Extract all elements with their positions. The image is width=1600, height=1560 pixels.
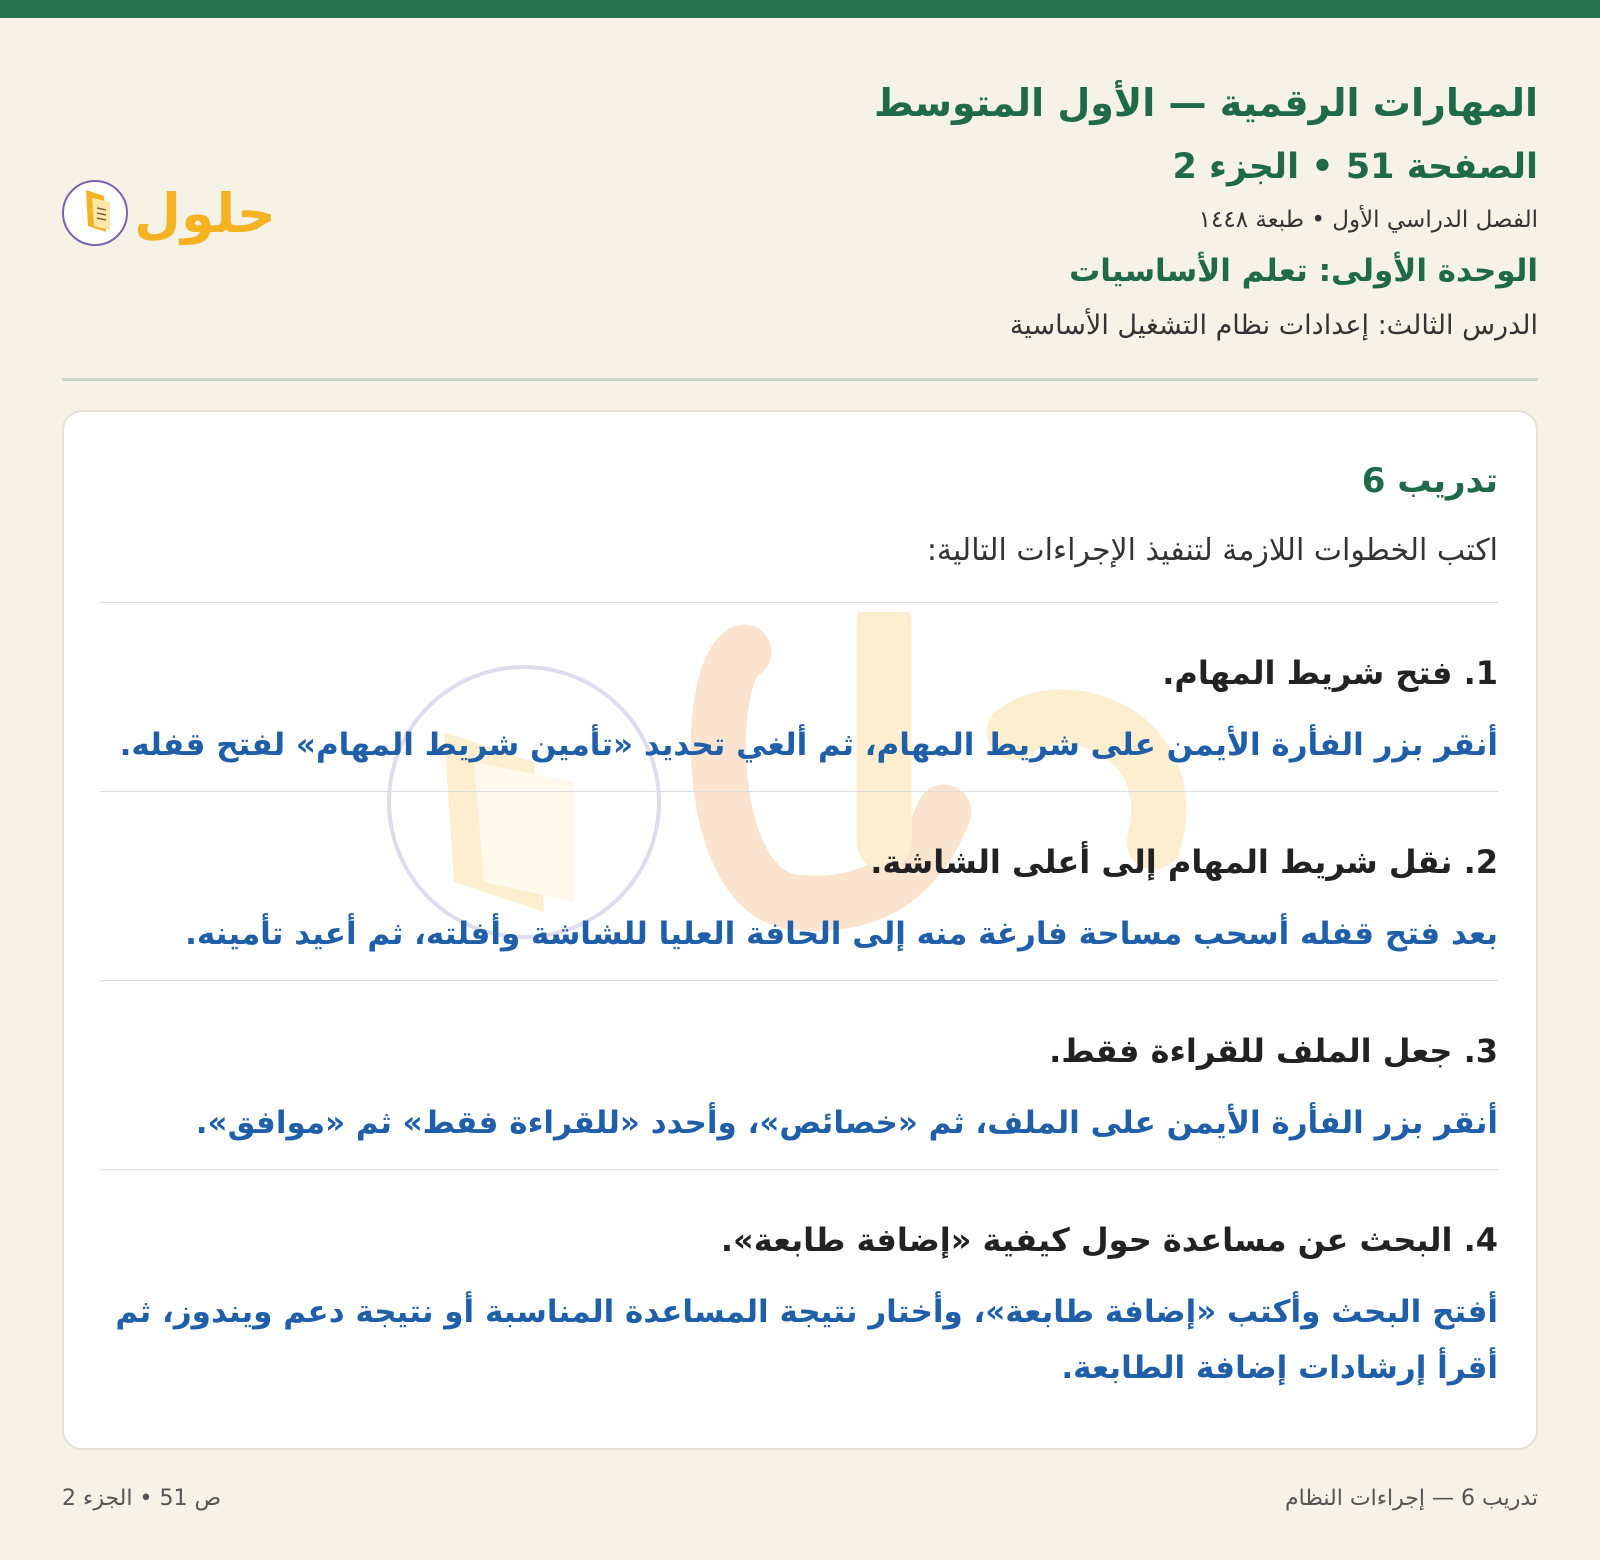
header-divider [62, 378, 1538, 381]
answer-text: أنقر بزر الفأرة الأيمن على الملف، ثم «خصائص»، وأحدد «للقراءة فقط» ثم «موافق». [195, 1105, 1498, 1141]
logo-wordmark: حلول [134, 182, 276, 245]
page-header [438, 70, 1538, 352]
question-text: 4. البحث عن مساعدة حول كيفية «إضافة طابعة». [720, 1221, 1498, 1259]
footer-exercise-label: تدريب 6 — إجراءات النظام [1285, 1486, 1538, 1511]
page-number: الصفحة 51 • الجزء 2 [1172, 147, 1538, 187]
question-text: 3. جعل الملف للقراءة فقط. [1049, 1032, 1498, 1070]
exercise-item-4 [100, 1170, 1498, 1414]
answer-text: بعد فتح قفله أسحب مساحة فارغة منه إلى الحافة العليا للشاشة وأفلته، ثم أعيد تأمينه. [185, 916, 1498, 952]
answer-text: أفتح البحث وأكتب «إضافة طابعة»، وأختار نتيجة المساعدة المناسبة أو نتيجة دعم ويندوز، ثم أقرأ إرشادات إضافة الطابعة. [115, 1294, 1498, 1386]
book-title: المهارات الرقمية — الأول المتوسط [873, 81, 1538, 125]
exercise-item-3 [100, 981, 1498, 1169]
question-text: 1. فتح شريط المهام. [1162, 654, 1498, 692]
answer-text: أنقر بزر الفأرة الأيمن على شريط المهام، ثم ألغي تحديد «تأمين شريط المهام» لفتح قفله. [119, 727, 1498, 763]
footer-page-label: ص 51 • الجزء 2 [62, 1486, 222, 1511]
book-icon [63, 181, 127, 245]
hulul-logo [60, 168, 285, 258]
lesson-title: الدرس الثالث: إعدادات نظام التشغيل الأساسية [1009, 310, 1538, 341]
exercise-instruction: اكتب الخطوات اللازمة لتنفيذ الإجراءات التالية: [926, 533, 1498, 568]
unit-title: الوحدة الأولى: تعلم الأساسيات [1069, 253, 1538, 289]
exercise-item-2 [100, 792, 1498, 980]
term-edition: الفصل الدراسي الأول • طبعة ١٤٤٨ [1198, 207, 1538, 233]
exercise-title: تدريب 6 [1361, 461, 1498, 501]
exercise-card [62, 410, 1538, 1450]
exercise-item-1 [100, 603, 1498, 791]
top-accent-bar [0, 0, 1600, 18]
question-text: 2. نقل شريط المهام إلى أعلى الشاشة. [870, 843, 1498, 881]
